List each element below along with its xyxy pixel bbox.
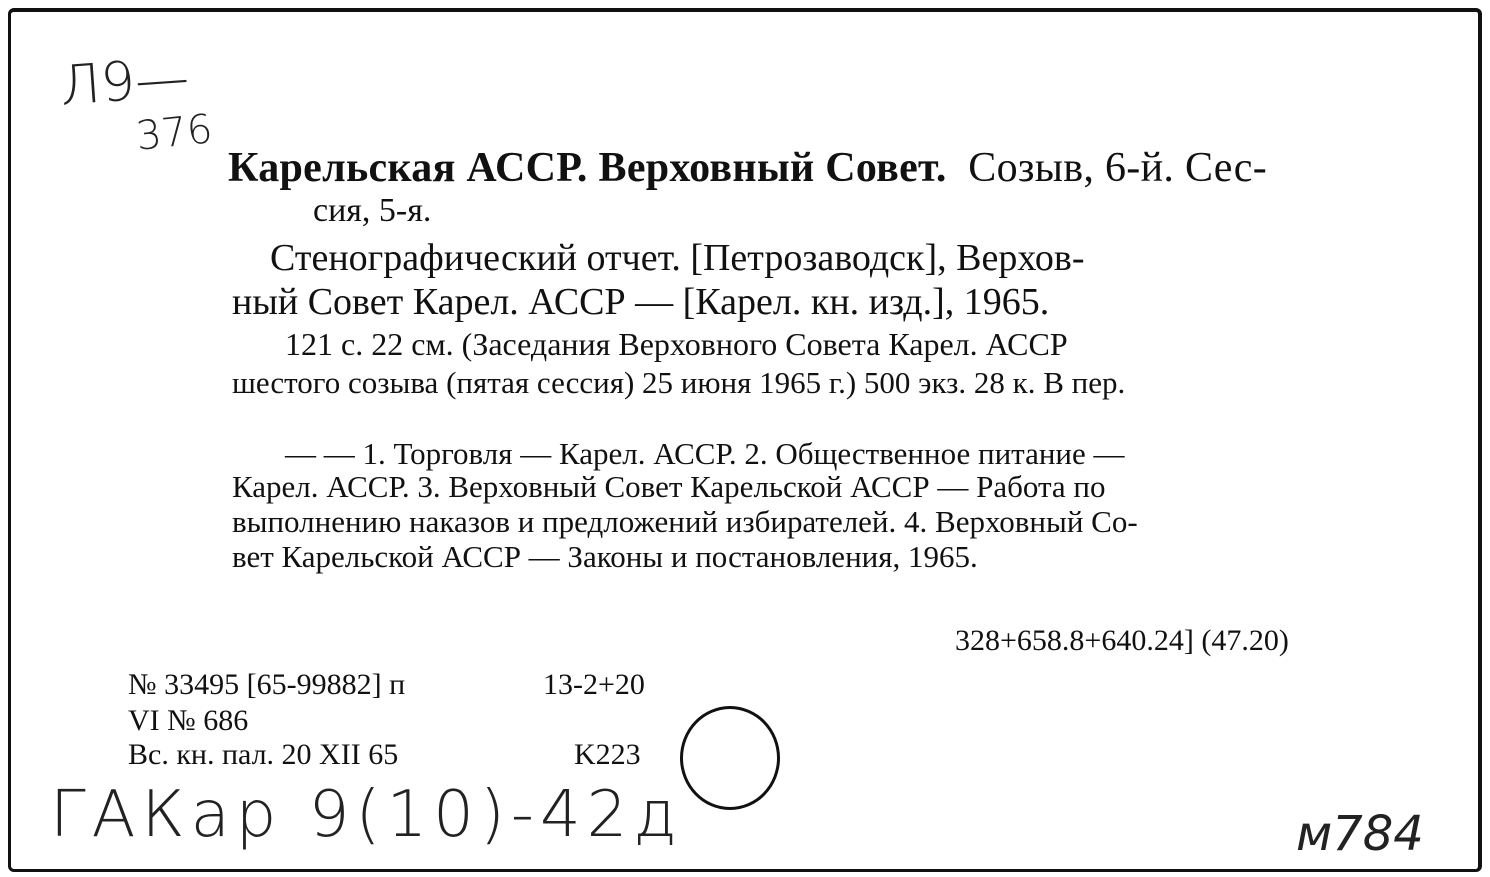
heading-line [228, 138, 1267, 198]
heading-continuation: сия, 5-я. [313, 192, 432, 229]
subject-line: Карел. АССР. 3. Верховный Совет Карельской АССР — Работа по [232, 469, 1106, 504]
imprint-line: ный Совет Карел. АССР — [Карел. кн. изд.], 1965. [232, 281, 1050, 323]
heading-corporate-author: Карельская АССР. Верховный Совет. [228, 145, 947, 191]
order-code: 13-2+20 [543, 668, 645, 701]
handwritten-shelfmark-number: 376 [133, 106, 215, 160]
collation-line: 121 с. 22 см. (Заседания Верховного Совета Карел. АССР [285, 326, 1068, 362]
circle-stamp [680, 706, 780, 810]
handwritten-archive-code: ГАКар 9(10)-42д [50, 778, 683, 852]
registration-number: № 33495 [65-99882] п [128, 668, 406, 701]
title-line: Стенографический отчет. [Петрозаводск], Верхов- [270, 237, 1085, 279]
handwritten-shelfmark-top: Л9— [57, 45, 192, 118]
classification-number: 328+658.8+640.24] (47.20) [955, 624, 1289, 657]
subject-line: выполнению наказов и предложений избирателей. 4. Верховный Со- [232, 504, 1138, 539]
card-code: K223 [574, 738, 641, 771]
subject-line: вет Карельской АССР — Законы и постановления, 1965. [232, 539, 978, 574]
registration-volume: VI № 686 [128, 704, 249, 737]
subject-line: — — 1. Торговля — Карел. АССР. 2. Общественное питание — [285, 436, 1125, 471]
chamber-date: Вс. кн. пал. 20 XII 65 [128, 738, 399, 771]
heading-convocation: Созыв, 6-й. Сес- [968, 145, 1268, 191]
handwritten-inventory-number: м784 [1296, 806, 1424, 862]
series-line: шестого созыва (пятая сессия) 25 июня 1965 г.) 500 экз. 28 к. В пер. [232, 365, 1126, 400]
